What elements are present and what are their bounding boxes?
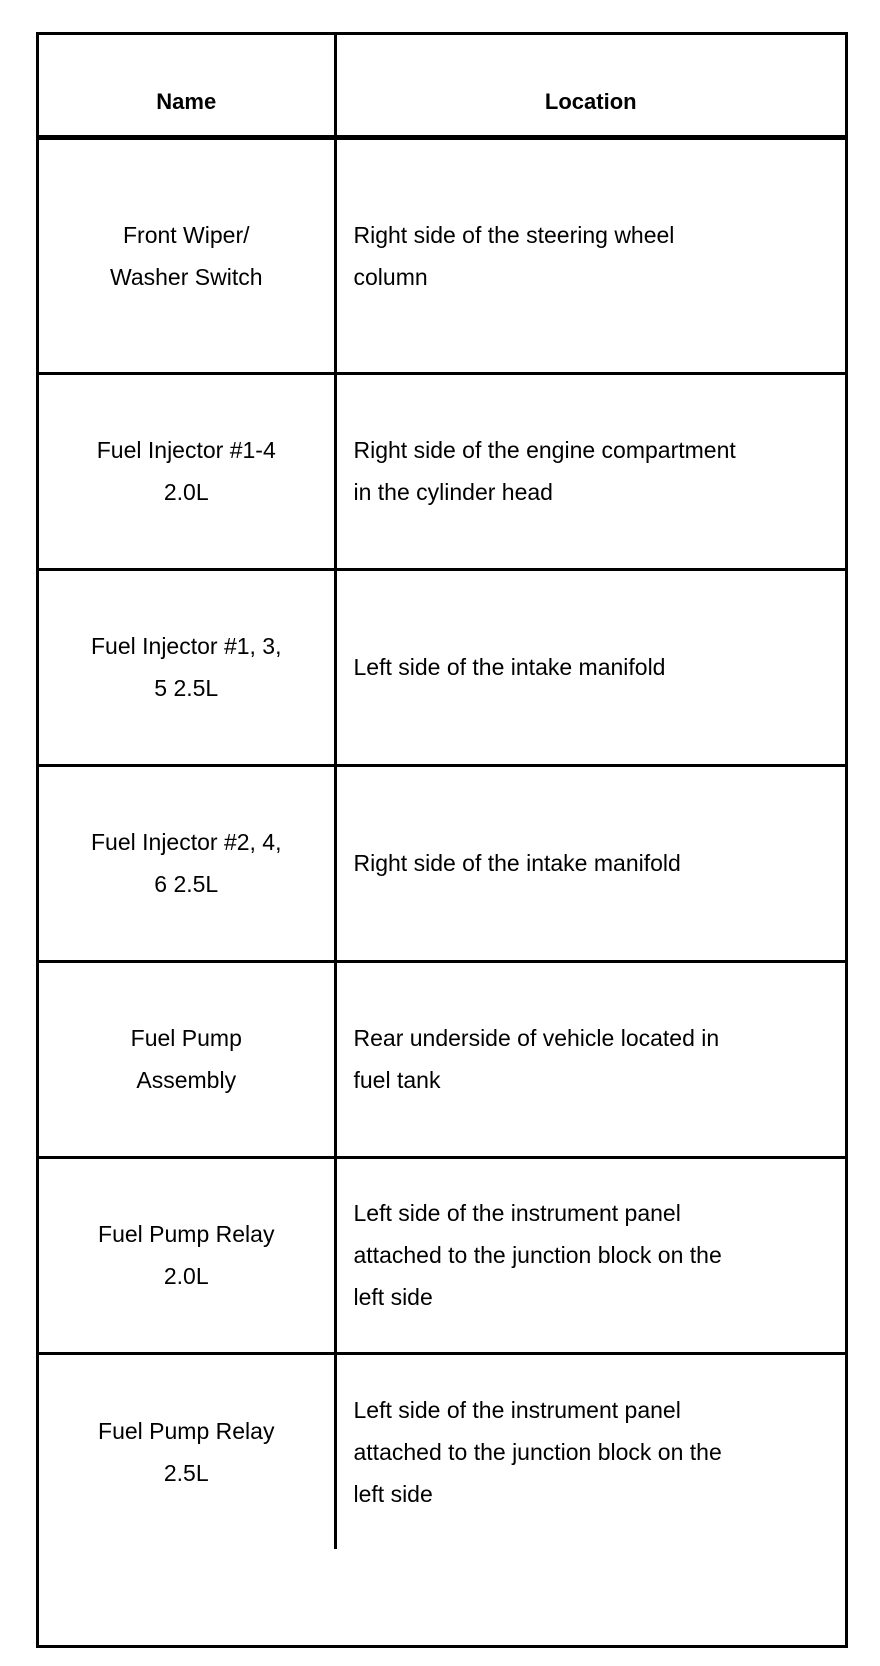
name-cell (39, 1353, 335, 1549)
name-line: 2.0L (163, 1263, 209, 1289)
name-line: Fuel Pump Relay (98, 1417, 275, 1444)
location-cell: Left side of the instrument panel attached to the junction block on the left side (335, 1157, 845, 1353)
column-header-name: Name (39, 35, 335, 137)
table (39, 35, 845, 1549)
name-cell (39, 1157, 335, 1353)
location-cell: Right side of the intake manifold (335, 765, 845, 961)
table-row (39, 137, 845, 373)
table-header (39, 35, 845, 137)
location-cell: Right side of the steering wheel column (353, 221, 675, 290)
table-row (39, 569, 845, 765)
name-cell (39, 961, 335, 1157)
name-line: 2.5L (163, 1459, 209, 1486)
name-line: 6 2.5L (154, 871, 219, 897)
table-row (39, 373, 845, 569)
name-line: Front Wiper/ (122, 221, 250, 248)
name-line: Assembly (136, 1067, 237, 1093)
table-row (39, 1157, 845, 1353)
location-cell: Left side of the intake manifold (335, 569, 845, 765)
location-cell: Left side of the instrument panel attached to the junction block on the left side (335, 1353, 845, 1549)
table-row (39, 765, 845, 961)
name-cell (39, 137, 335, 373)
name-line: Fuel Pump (130, 1025, 242, 1051)
name-cell (39, 569, 335, 765)
header-row (39, 35, 845, 137)
location-cell: Right side of the engine compartment in the cylinder head (335, 373, 845, 569)
table-row (39, 961, 845, 1157)
column-header-location: Location (335, 35, 845, 137)
name-cell (39, 373, 335, 569)
name-line: Fuel Injector #2, 4, (91, 829, 282, 855)
table-body (39, 137, 845, 1549)
name-line: Washer Switch (109, 263, 263, 290)
location-cell: Rear underside of vehicle located in fuel tank (335, 961, 845, 1157)
name-cell (39, 765, 335, 961)
component-location-table (36, 32, 848, 1648)
name-line: Fuel Injector #1, 3, (91, 633, 282, 659)
name-line: Fuel Pump Relay (98, 1221, 275, 1247)
name-line: 5 2.5L (154, 675, 219, 701)
name-line: 2.0L (163, 479, 209, 505)
name-line: Fuel Injector #1-4 (96, 437, 276, 463)
table-row (39, 1353, 845, 1549)
